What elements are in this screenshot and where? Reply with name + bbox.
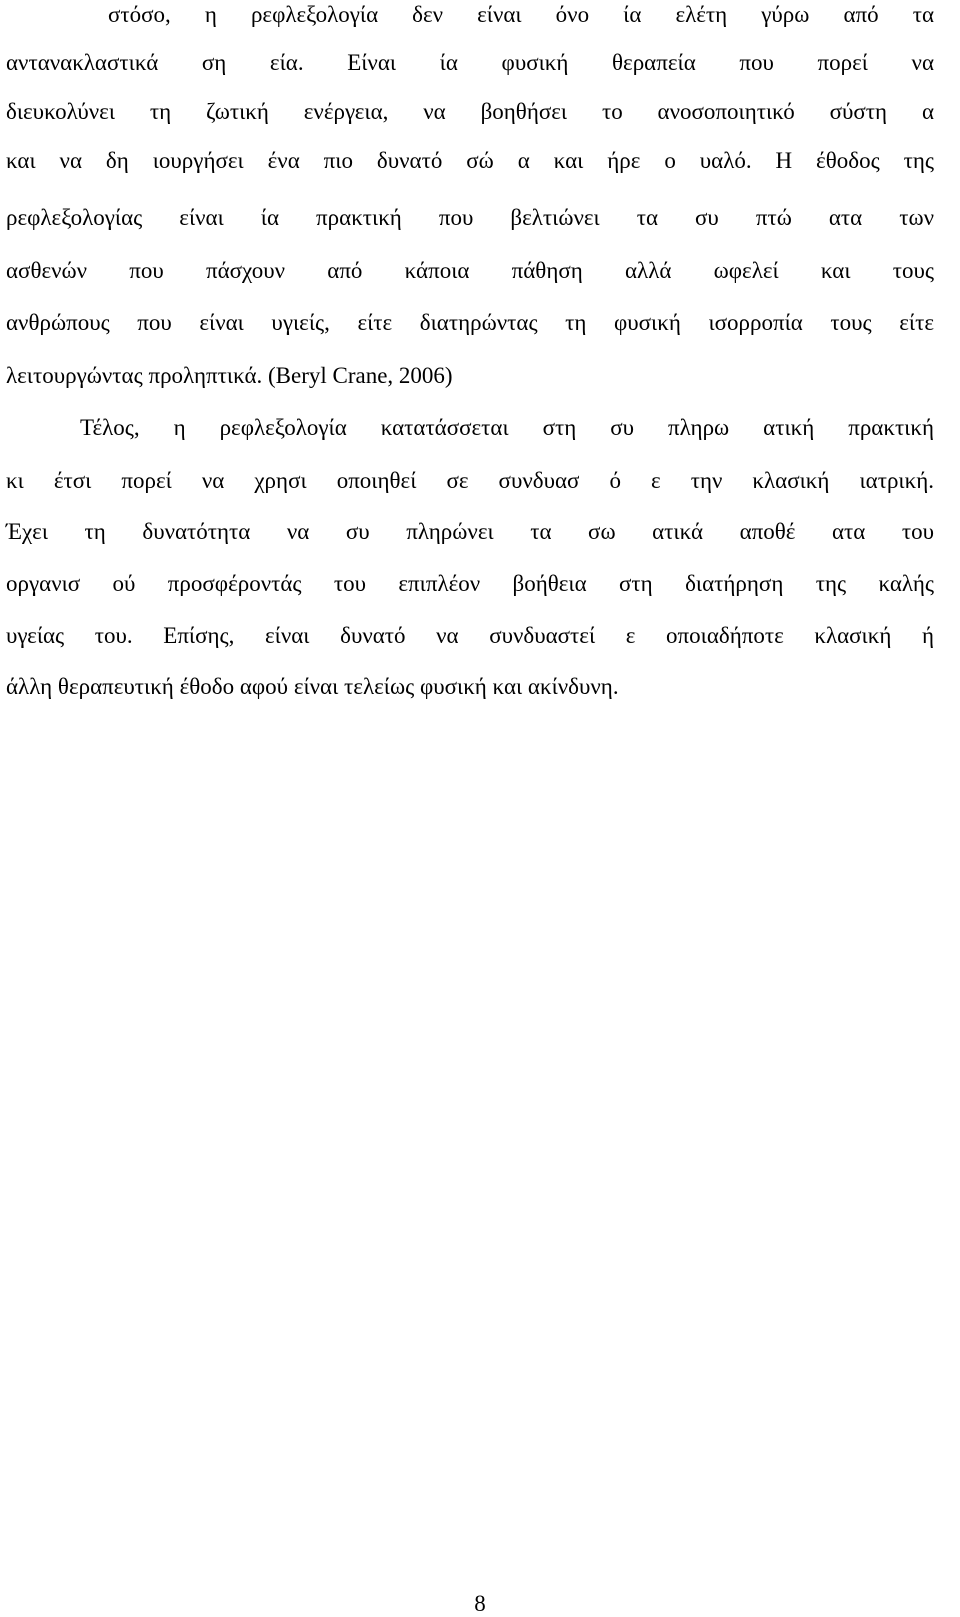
paragraph-line: υγείας του. Επίσης, είναι δυνατό να συνδυαστεί ε οποιαδήποτε κλασική ή <box>6 623 934 648</box>
paragraph-line: κι έτσι πορεί να χρησι οποιηθεί σε συνδυασ ό ε την κλασική ιατρική. <box>6 468 934 493</box>
paragraph-line: ανθρώπους που είναι υγιείς, είτε διατηρώντας τη φυσική ισορροπία τους είτε <box>6 310 934 335</box>
paragraph-line: οργανισ ού προσφέροντάς του επιπλέον βοήθεια στη διατήρηση της καλής <box>6 571 934 596</box>
paragraph-line: Τέλος, η ρεφλεξολογία κατατάσσεται στη συ πληρω ατική πρακτική <box>80 415 934 440</box>
paragraph-line: και να δη ιουργήσει ένα πιο δυνατό σώ α και ήρε ο υαλό. Η έθοδος της <box>6 148 934 173</box>
paragraph-line: στόσο, η ρεφλεξολογία δεν είναι όνο ία ελέτη γύρω από τα <box>108 2 934 27</box>
paragraph-line: αντανακλαστικά ση εία. Είναι ία φυσική θεραπεία που πορεί να <box>6 50 934 75</box>
page-number: 8 <box>474 1591 486 1616</box>
paragraph-line-last: άλλη θεραπευτική έθοδο αφού είναι τελείως φυσική και ακίνδυνη. <box>6 674 619 699</box>
paragraph-line: ρεφλεξολογίας είναι ία πρακτική που βελτιώνει τα συ πτώ ατα των <box>6 205 934 230</box>
paragraph-line: ασθενών που πάσχουν από κάποια πάθηση αλλά ωφελεί και τους <box>6 258 934 283</box>
paragraph-line: διευκολύνει τη ζωτική ενέργεια, να βοηθήσει το ανοσοποιητικό σύστη α <box>6 99 934 124</box>
paragraph-line: Έχει τη δυνατότητα να συ πληρώνει τα σω ατικά αποθέ ατα του <box>6 519 934 544</box>
paragraph-line-last: λειτουργώντας προληπτικά. (Beryl Crane, 2006) <box>6 363 453 388</box>
